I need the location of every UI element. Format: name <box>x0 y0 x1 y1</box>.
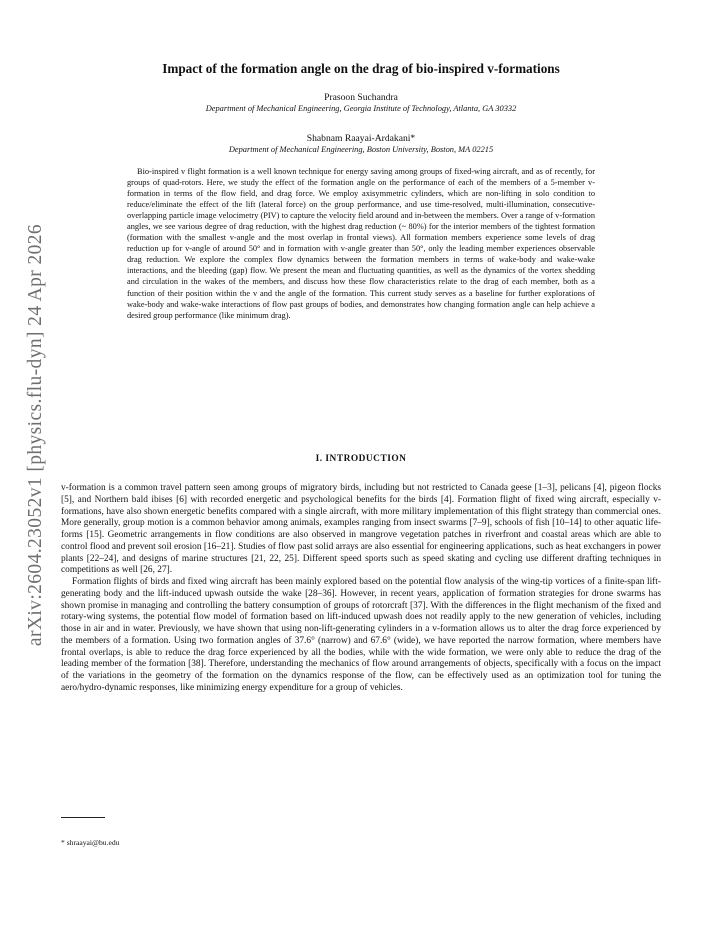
arxiv-identifier: arXiv:2604.23052v1 [physics.flu-dyn] 24 Apr 2026 <box>25 223 46 647</box>
author-affiliation-1: Department of Mechanical Engineering, Georgia Institute of Technology, Atlanta, GA 30332 <box>205 104 517 113</box>
footnote-email: * shraayai@bu.edu <box>61 838 120 847</box>
section-heading-introduction: I. INTRODUCTION <box>315 454 407 464</box>
abstract: Bio-inspired v flight formation is a well known technique for energy saving among groups of fixed-wing aircraft, and as of recently, for groups of quad-rotors. Here, we study the effect of the formation angle on the performance of each of the members of a 5-member v-formation in terms of the flow field, and drag force. We employ axisymmetric cylinders, which are non-lifting in solo condition to reduce/eliminate the effect of the lift (lateral force) on the group performance, and use time-resolved, multi-illumination, consecutive-overlapping particle image velocimetry (PIV) to capture the velocity field around and in-between the members. Over a range of v-formation angles, we see various degree of drag reduction, with the highest drag reduction (~ 80%) for the interior members of the tightest formation (formation with the smallest v-angle and the most overlap in frontal views). All formation members experience some levels of drag reduction up for v-angle of around 50° and in formation with v-angle greater than 50°, only the leading member experiences observable drag reduction. We explore the complex flow dynamics between the formation members in terms of wake-body and wake-wake interactions, and the bleeding (gap) flow. We present the mean and fluctuating quantities, as well as the dynamics of the vortex shedding and circulation in the wakes of the members, and discuss how these flow characteristics relate to the drag of each member, both as a function of their position within the v and the angle of the formation. This current study serves as a baseline for further explorations of wake-body and wake-wake interactions of flow past groups of bodies, and demonstrates how changing formation angle can help achieve a desired group performance (like minimum drag). <box>127 167 595 320</box>
author-name-1: Prasoon Suchandra <box>324 92 398 103</box>
author-affiliation-2: Department of Mechanical Engineering, Boston University, Boston, MA 02215 <box>228 145 494 154</box>
author-name-2: Shabnam Raayai-Ardakani* <box>306 133 416 144</box>
intro-paragraph-2: Formation flights of birds and fixed wing aircraft has been mainly explored based on the potential flow analysis of the wing-tip vortices of a finite-span lift-generating body and the lift-induced upwash outside the wake [28–36]. However, in recent years, application of formation strategies for drone swarms has shown promise in managing and controlling the battery consumption of groups of rotorcraft [37]. With the differences in the flight mechanism of the fixed and rotary-wing systems, the potential flow model of formation based on lift-induced upwash does not readily apply to the new generation of vehicles, including those in air and in water. Previously, we have shown that using non-lift-generating cylinders in a v-formation allows us to alter the drag force experienced by the members of a formation. Using two formation angles of 37.6° (narrow) and 67.6° (wide), we have reported the narrow formation, where members have frontal overlaps, is able to reduce the drag force experienced by all the bodies, while with the wide formation, we were only able to reduce the drag of the leading member of the formation [38]. Therefore, understanding the mechanics of flow around arrangements of objects, specifically with a focus on the impact of the variations in the geometry of the formation on the dynamics response of the flow, can be effectively used as an optimization tool for tuning the aero/hydro-dynamic responses, like minimizing energy expenditure for a group of vehicles. <box>61 577 661 693</box>
arxiv-identifier-sidebar <box>6 190 66 680</box>
paper-title: Impact of the formation angle on the drag of bio-inspired v-formations <box>162 61 560 76</box>
footnote-divider <box>61 817 105 818</box>
intro-paragraph-1: v-formation is a common travel pattern seen among groups of migratory birds, including but not restricted to Canada geese [1–3], pelicans [4], pigeon flocks [5], and Northern bald ibises [6] with recorded energetic and psychological benefits for the birds [4]. Formation flight of fixed wing aircraft, especially v-formations, have also shown energetic benefits compared with a single aircraft, with more military implementation of this flight strategy than commercial ones. More generally, group motion is a common behavior among animals, examples ranging from insect swarms [7–9], schools of fish [10–14] to other aquatic life-forms [15]. Geometric arrangements in flow conditions are also observed in mangrove vegetation patches in riverfront and coastal areas which are able to control flood and prevent soil erosion [16–21]. Studies of flow past solid arrays are also essential for engineering applications, such as heat exchangers in power plants [22–24], and designs of marine structures [21, 22, 25]. Different speed sports such as speed skating and cycling use different drafting techniques in competitions as well [26, 27]. <box>61 483 661 576</box>
introduction-body <box>61 483 661 695</box>
